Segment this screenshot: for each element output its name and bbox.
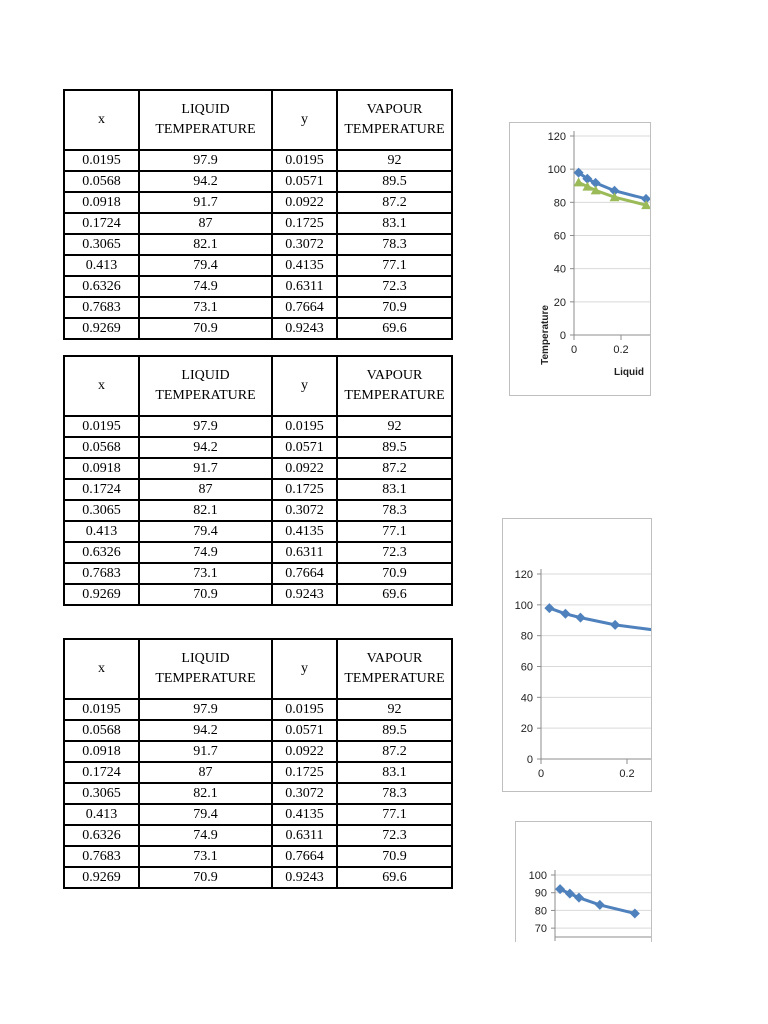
column-header: LIQUID TEMPERATURE: [139, 90, 272, 150]
table-row: [64, 825, 452, 846]
y-tick-label: 40: [520, 692, 533, 705]
table-cell: 82.1: [139, 783, 272, 804]
table-cell: 69.6: [337, 584, 452, 605]
table-cell: 87: [139, 213, 272, 234]
table-cell: 0.9243: [272, 318, 337, 339]
table-cell: 0.0918: [64, 741, 139, 762]
table-cell: 94.2: [139, 720, 272, 741]
table-cell: 0.1724: [64, 479, 139, 500]
table-row: [64, 542, 452, 563]
y-tick-label: 70: [534, 923, 547, 936]
table-cell: 0.1724: [64, 762, 139, 783]
table-cell: 70.9: [337, 297, 452, 318]
table-row: [64, 500, 452, 521]
chart-2-frame: [502, 518, 652, 792]
table-cell: 0.0195: [64, 699, 139, 720]
table-cell: 0.0922: [272, 458, 337, 479]
y-tick-label: 120: [547, 131, 566, 143]
data-point-vapour: [595, 900, 605, 910]
table-cell: 74.9: [139, 825, 272, 846]
column-header: x: [64, 356, 139, 416]
table-header-row: [64, 90, 452, 150]
table-cell: 89.5: [337, 437, 452, 458]
table-cell: 70.9: [139, 867, 272, 888]
table-cell: 0.0195: [64, 416, 139, 437]
table-cell: 87.2: [337, 741, 452, 762]
x-tick-label: 0.2: [619, 768, 635, 780]
data-point-vapour: [574, 177, 584, 186]
table-cell: 0.413: [64, 255, 139, 276]
table-cell: 0.7683: [64, 563, 139, 584]
y-tick-label: 80: [553, 197, 566, 210]
table-row: [64, 437, 452, 458]
table-cell: 94.2: [139, 437, 272, 458]
table-row: [64, 762, 452, 783]
table-cell: 0.0568: [64, 437, 139, 458]
table-row: [64, 846, 452, 867]
table-cell: 0.0922: [272, 192, 337, 213]
column-header: VAPOUR TEMPERATURE: [337, 639, 452, 699]
table-row: [64, 699, 452, 720]
column-header: VAPOUR TEMPERATURE: [337, 90, 452, 150]
y-tick-label: 100: [528, 870, 547, 882]
table-cell: 87.2: [337, 192, 452, 213]
y-tick-label: 20: [553, 296, 566, 309]
table-cell: 77.1: [337, 804, 452, 825]
table-row: [64, 318, 452, 339]
table-cell: 0.9243: [272, 867, 337, 888]
y-tick-label: 90: [534, 887, 547, 900]
table-row: [64, 297, 452, 318]
table-cell: 72.3: [337, 542, 452, 563]
table-cell: 0.3065: [64, 500, 139, 521]
table-cell: 0.9269: [64, 318, 139, 339]
table-header-row: [64, 356, 452, 416]
table-row: [64, 720, 452, 741]
table-cell: 79.4: [139, 804, 272, 825]
table-cell: 0.6326: [64, 542, 139, 563]
chart-1: [510, 123, 650, 395]
table-cell: 0.3072: [272, 234, 337, 255]
table-cell: 87: [139, 762, 272, 783]
table-row: [64, 563, 452, 584]
table-cell: 78.3: [337, 234, 452, 255]
table-cell: 69.6: [337, 867, 452, 888]
vle-table-3: [63, 638, 453, 889]
table-cell: 0.0571: [272, 437, 337, 458]
x-tick-label: 0.2: [613, 344, 629, 356]
table-row: [64, 479, 452, 500]
data-point-liquid: [560, 609, 570, 619]
table-cell: 87.2: [337, 458, 452, 479]
table-cell: 79.4: [139, 521, 272, 542]
column-header: VAPOUR TEMPERATURE: [337, 356, 452, 416]
chart-1-ylabel: Temperature: [540, 305, 551, 365]
vle-table-2: [63, 355, 453, 606]
table-row: [64, 783, 452, 804]
table-cell: 0.0195: [272, 699, 337, 720]
chart-2: [503, 519, 651, 791]
table-cell: 94.2: [139, 171, 272, 192]
table-cell: 0.0195: [272, 150, 337, 171]
table-cell: 0.0571: [272, 171, 337, 192]
table-cell: 74.9: [139, 276, 272, 297]
table-cell: 0.7664: [272, 297, 337, 318]
table-cell: 0.0918: [64, 192, 139, 213]
table-header-row: [64, 639, 452, 699]
table-cell: 0.0568: [64, 171, 139, 192]
table-cell: 0.0195: [272, 416, 337, 437]
table-row: [64, 804, 452, 825]
table-cell: 92: [337, 699, 452, 720]
table-row: [64, 521, 452, 542]
table-row: [64, 584, 452, 605]
table-cell: 73.1: [139, 846, 272, 867]
y-tick-label: 0: [526, 754, 533, 766]
y-tick-label: 80: [534, 905, 547, 918]
data-point-vapour: [565, 889, 575, 899]
table-cell: 0.6326: [64, 825, 139, 846]
table-row: [64, 741, 452, 762]
table-cell: 70.9: [139, 318, 272, 339]
table-cell: 83.1: [337, 479, 452, 500]
table-cell: 70.9: [337, 846, 452, 867]
y-tick-label: 120: [514, 569, 533, 581]
table-row: [64, 192, 452, 213]
table-cell: 0.6311: [272, 276, 337, 297]
table-cell: 72.3: [337, 276, 452, 297]
table-cell: 91.7: [139, 741, 272, 762]
column-header: y: [272, 639, 337, 699]
column-header: LIQUID TEMPERATURE: [139, 356, 272, 416]
table-row: [64, 213, 452, 234]
y-tick-label: 60: [553, 230, 566, 243]
table-cell: 69.6: [337, 318, 452, 339]
table-cell: 89.5: [337, 720, 452, 741]
table-cell: 72.3: [337, 825, 452, 846]
data-point-vapour: [574, 893, 584, 903]
data-point-liquid: [610, 620, 620, 630]
table-cell: 0.6311: [272, 825, 337, 846]
table-cell: 91.7: [139, 192, 272, 213]
table-cell: 0.1725: [272, 762, 337, 783]
x-tick-label: 0: [537, 768, 545, 780]
table-cell: 0.1724: [64, 213, 139, 234]
table-cell: 0.9269: [64, 867, 139, 888]
table-cell: 78.3: [337, 500, 452, 521]
table-row: [64, 234, 452, 255]
table-row: [64, 276, 452, 297]
table-cell: 89.5: [337, 171, 452, 192]
table-cell: 0.413: [64, 804, 139, 825]
table-cell: 0.7683: [64, 297, 139, 318]
y-tick-label: 100: [514, 599, 533, 612]
table-cell: 0.1725: [272, 213, 337, 234]
table-cell: 91.7: [139, 458, 272, 479]
table-cell: 77.1: [337, 255, 452, 276]
table-cell: 73.1: [139, 563, 272, 584]
table-cell: 0.7664: [272, 846, 337, 867]
x-tick-label: 0: [570, 344, 578, 356]
table-cell: 0.7683: [64, 846, 139, 867]
table-cell: 79.4: [139, 255, 272, 276]
table-cell: 0.4135: [272, 255, 337, 276]
table-row: [64, 458, 452, 479]
table-cell: 0.4135: [272, 521, 337, 542]
table-cell: 78.3: [337, 783, 452, 804]
table-cell: 97.9: [139, 150, 272, 171]
table-cell: 0.3065: [64, 783, 139, 804]
y-tick-label: 80: [520, 630, 533, 643]
table-cell: 82.1: [139, 234, 272, 255]
table-row: [64, 416, 452, 437]
column-header: x: [64, 90, 139, 150]
table-cell: 74.9: [139, 542, 272, 563]
table-cell: 97.9: [139, 416, 272, 437]
table-cell: 0.6311: [272, 542, 337, 563]
table-cell: 82.1: [139, 500, 272, 521]
table-cell: 0.6326: [64, 276, 139, 297]
column-header: y: [272, 356, 337, 416]
y-tick-label: 60: [520, 661, 533, 674]
table-cell: 0.0568: [64, 720, 139, 741]
chart-1-xlabel: Liquid: [614, 367, 644, 378]
table-cell: 70.9: [139, 584, 272, 605]
table-cell: 0.413: [64, 521, 139, 542]
table-cell: 87: [139, 479, 272, 500]
table-cell: 0.0195: [64, 150, 139, 171]
table-cell: 0.4135: [272, 804, 337, 825]
table-cell: 0.0922: [272, 741, 337, 762]
y-tick-label: 0: [559, 330, 566, 342]
column-header: x: [64, 639, 139, 699]
table-cell: 0.9269: [64, 584, 139, 605]
column-header: y: [272, 90, 337, 150]
table-row: [64, 171, 452, 192]
table-cell: 83.1: [337, 762, 452, 783]
y-tick-label: 40: [553, 263, 566, 276]
table-cell: 0.9243: [272, 584, 337, 605]
vle-table-1: [63, 89, 453, 340]
y-tick-label: 20: [520, 723, 533, 736]
y-tick-label: 100: [547, 164, 566, 177]
table-row: [64, 255, 452, 276]
table-cell: 92: [337, 416, 452, 437]
table-row: [64, 867, 452, 888]
table-cell: 92: [337, 150, 452, 171]
table-row: [64, 150, 452, 171]
table-cell: 0.3072: [272, 500, 337, 521]
table-cell: 0.7664: [272, 563, 337, 584]
chart-1-frame: [509, 122, 651, 396]
data-point-liquid: [575, 613, 585, 623]
table-cell: 97.9: [139, 699, 272, 720]
table-cell: 0.3072: [272, 783, 337, 804]
table-cell: 0.1725: [272, 479, 337, 500]
table-cell: 0.0571: [272, 720, 337, 741]
table-cell: 77.1: [337, 521, 452, 542]
chart-3: [516, 822, 651, 962]
column-header: LIQUID TEMPERATURE: [139, 639, 272, 699]
table-cell: 83.1: [337, 213, 452, 234]
table-cell: 0.3065: [64, 234, 139, 255]
chart-3-frame: [515, 821, 652, 962]
table-cell: 70.9: [337, 563, 452, 584]
table-cell: 0.0918: [64, 458, 139, 479]
table-cell: 73.1: [139, 297, 272, 318]
